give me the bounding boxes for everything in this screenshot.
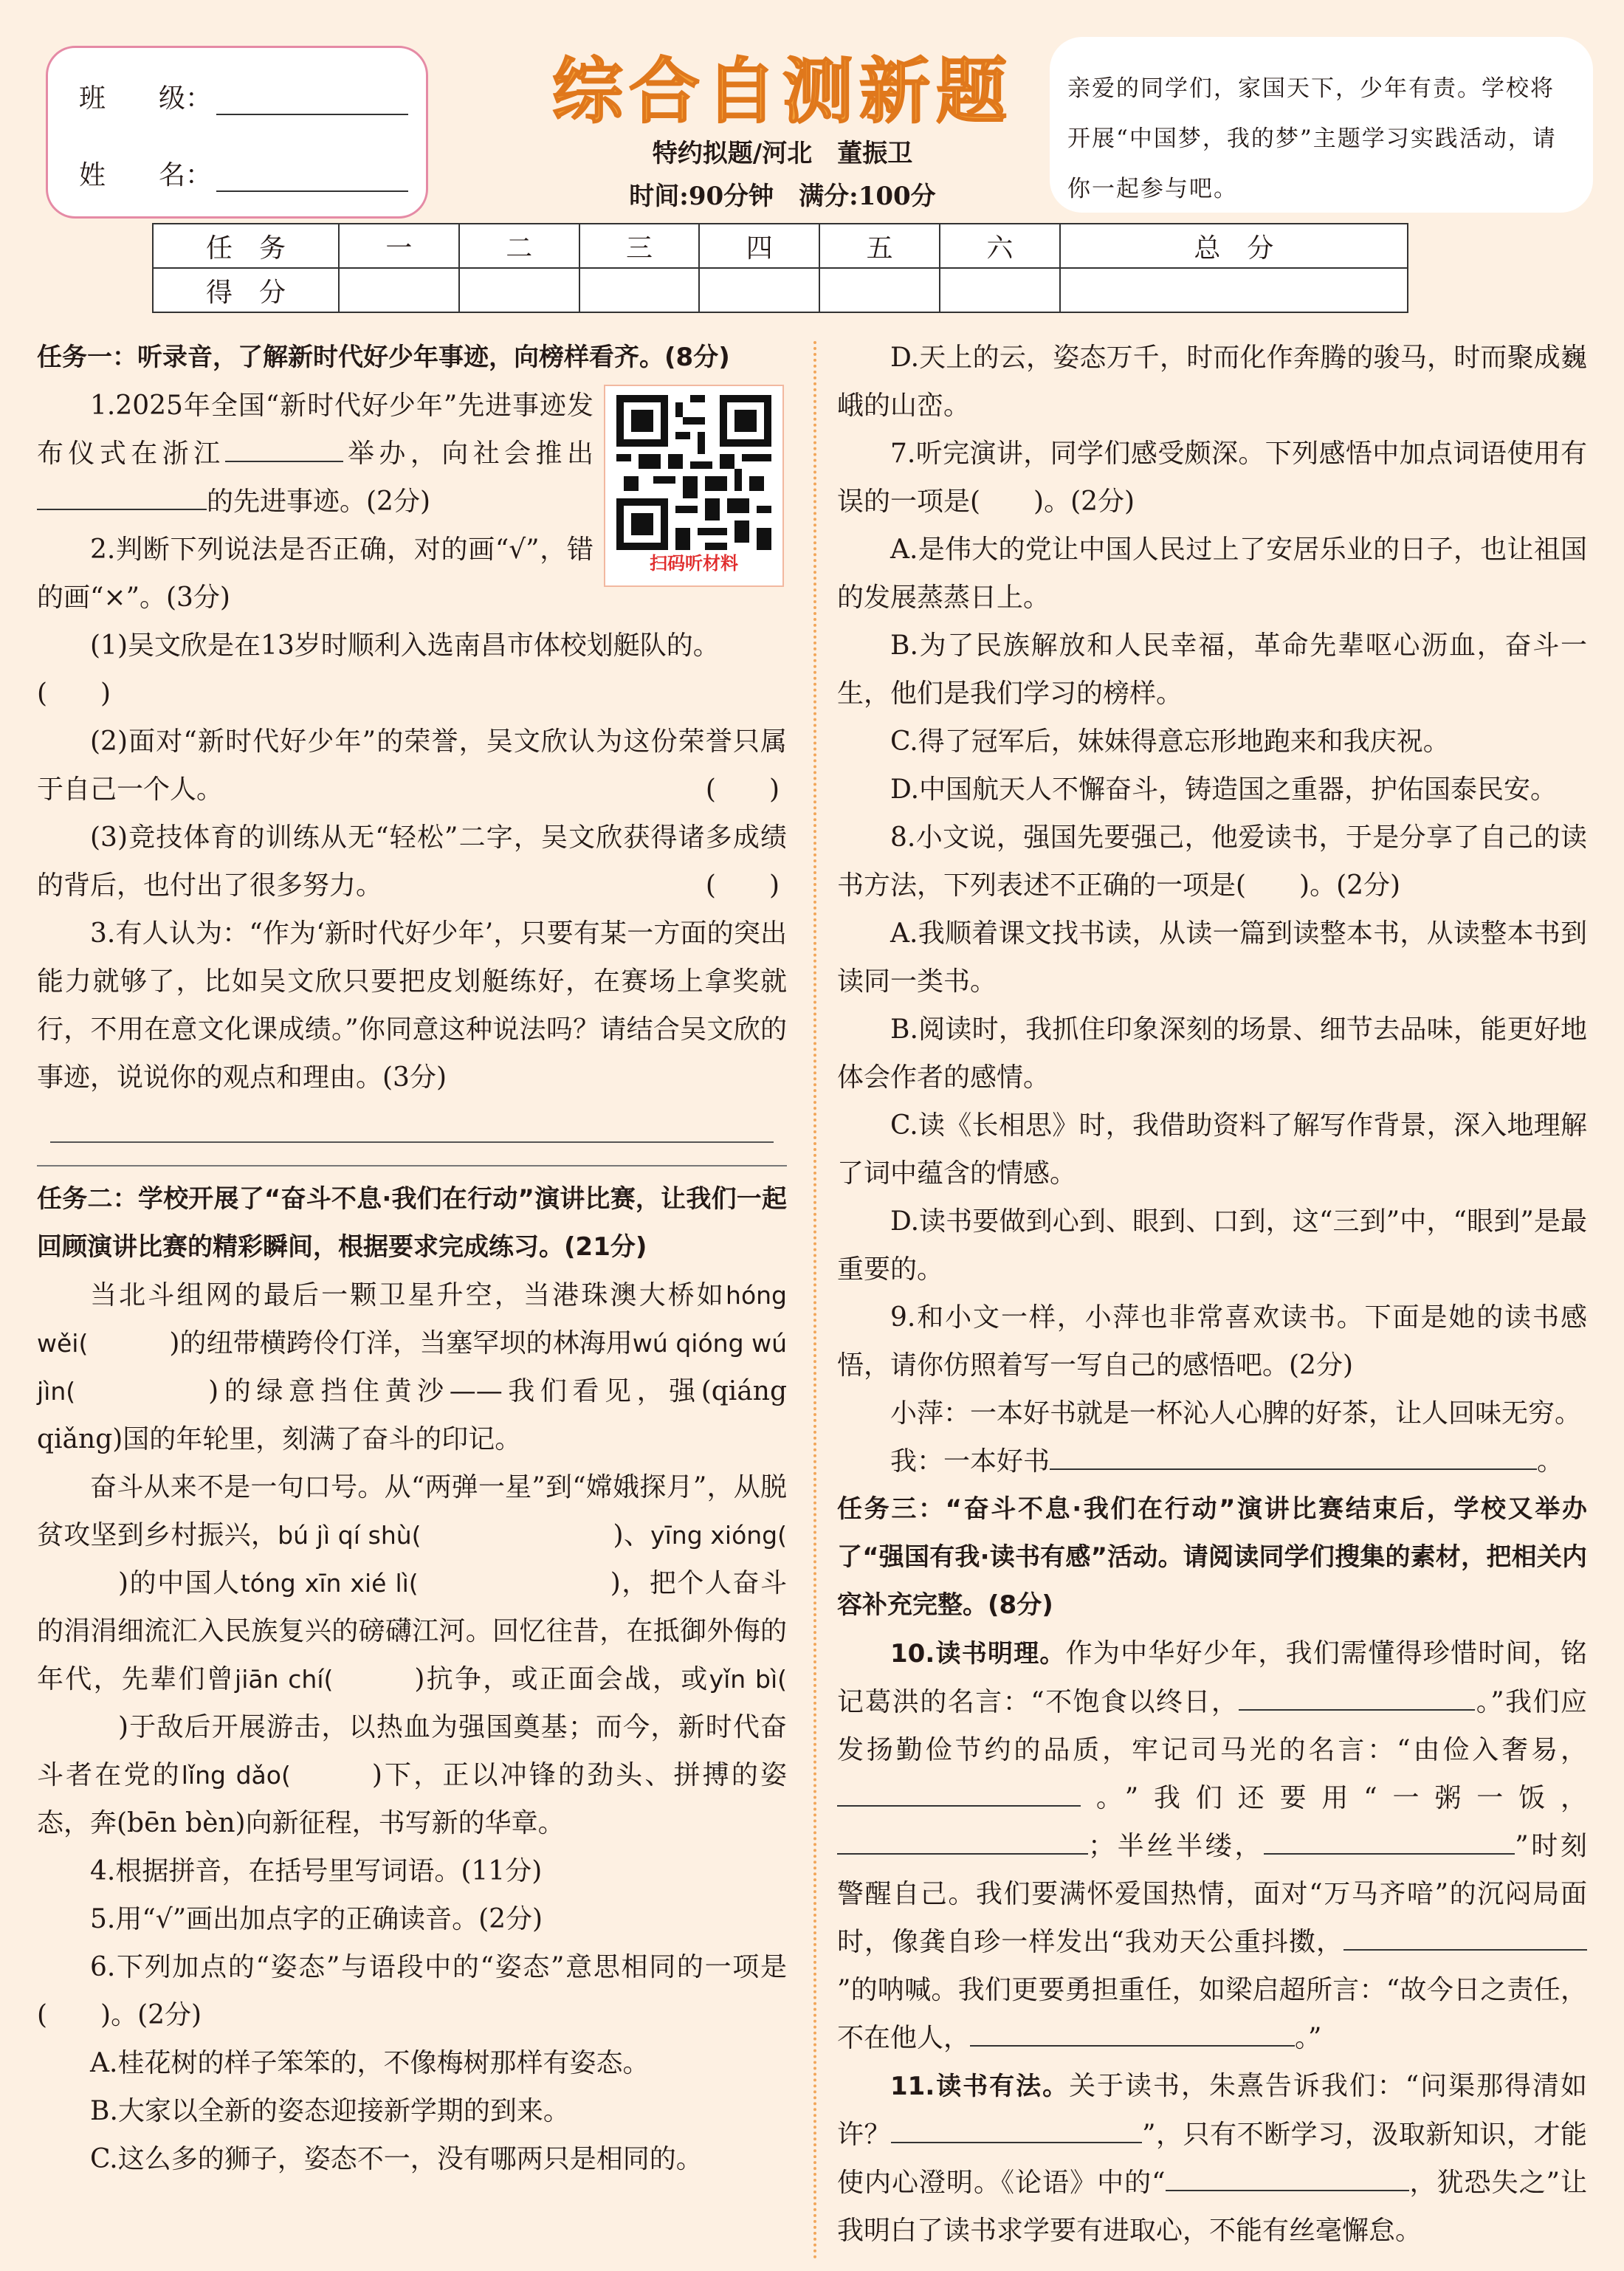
passage-paragraph-2	[37, 1463, 787, 1847]
q9-answer-blank[interactable]	[1050, 1442, 1537, 1470]
q3: 3.有人认为：“作为‘新时代好少年’，只要有某一方面的突出能力就够了，比如吴文欣只要把皮划艇练好，在赛场上拿奖就行，不用在意文化课成绩。”你同意这种说法吗？请结合吴文欣的事迹，说说你的观点和理由。(3分)	[37, 918, 787, 1093]
passage-text: )于敌后开展游击，以热血为强国奠基；而今，新时代奋斗者在党的	[37, 1712, 787, 1790]
column-divider	[813, 341, 816, 2261]
score-cell[interactable]	[699, 268, 819, 312]
score-header-cell: 四	[699, 224, 819, 268]
q11-blank-1[interactable]	[891, 2115, 1142, 2143]
passage-text: )的纽带横跨伶仃洋，当塞罕坝的林海用	[169, 1328, 633, 1358]
q1-text-b: 举办，向社会推出	[343, 439, 593, 469]
task3-heading: 任务三：“奋斗不息·我们在行动”演讲比赛结束后，学校又举办了“强国有我·读书有感”活动。请阅读同学们搜集的素材，把相关内容补充完整。(8分)	[837, 1494, 1587, 1620]
q10	[837, 1629, 1587, 2062]
q10-text: 。”我们还要用“一粥一饭，	[1081, 1783, 1587, 1813]
intro-text: 亲爱的同学们，家国天下，少年有责。学校将开展“中国梦，我的梦”主题学习实践活动，请你一起参与吧。	[1067, 75, 1557, 202]
q2-item-3-text: (3)竞技体育的训练从无“轻松”二字，吴文欣获得诸多成绩的背后，也付出了很多努力。	[37, 822, 787, 901]
q5: 5.用“√”画出加点字的正确读音。(2分)	[90, 1904, 543, 1934]
q2-answer-2[interactable]: ( )	[705, 774, 780, 805]
task2-heading: 任务二：学校开展了“奋斗不息·我们在行动”演讲比赛，让我们一起回顾演讲比赛的精彩瞬间，根据要求完成练习。(21分)	[37, 1184, 787, 1262]
score-cell[interactable]	[819, 268, 940, 312]
q7-option-d[interactable]: D.中国航天人不懈奋斗，铸造国之重器，护佑国泰民安。	[890, 774, 1558, 805]
q10-heading: 10.读书明理。	[890, 1639, 1066, 1669]
q10-blank-3[interactable]	[837, 1827, 1088, 1855]
q7-option-c[interactable]: C.得了冠军后，妹妹得意忘形地跑来和我庆祝。	[890, 726, 1450, 757]
q2-item-3	[37, 814, 787, 910]
pinyin-yingxiong: yīng xióng(	[650, 1521, 787, 1550]
q10-blank-1[interactable]	[1239, 1683, 1475, 1711]
q10-text: 作为中华好少年，我们需懂得珍惜时间，铭记葛洪的名言：“不饱食以终日，	[837, 1638, 1587, 1717]
q2-item-2	[37, 718, 787, 814]
pinyin-wuqiongwujin: wú qióng wú jìn(	[37, 1329, 787, 1406]
q9: 9.和小文一样，小萍也非常喜欢读书。下面是她的读书感悟，请你仿照着写一写自己的感悟吧。(2分)	[837, 1302, 1587, 1381]
q10-blank-6[interactable]	[970, 2019, 1295, 2047]
name-field[interactable]	[216, 161, 408, 192]
score-header-cell: 一	[339, 224, 459, 268]
q6-option-a[interactable]: A.桂花树的样子笨笨的，不像梅树那样有姿态。	[90, 2048, 650, 2078]
q11-heading: 11.读书有法。	[890, 2072, 1070, 2101]
score-header-cell: 二	[459, 224, 579, 268]
time-score-line: 时间:90分钟 满分:100分	[629, 182, 936, 211]
q3-answer-line-1[interactable]	[50, 1124, 774, 1143]
score-table	[152, 223, 1408, 313]
score-header-cell: 总 分	[1060, 224, 1408, 268]
q8: 8.小文说，强国先要强己，他爱读书，于是分享了自己的读书方法，下列表述不正确的一项是( )。(2分)	[837, 822, 1587, 901]
q6: 6.下列加点的“姿态”与语段中的“姿态”意思相同的一项是( )。(2分)	[37, 1952, 787, 2030]
pinyin-tongxinxieli: tóng xīn xié lì(	[240, 1569, 419, 1598]
passage-text: )的绿意挡住黄沙——我们看见，强(qiáng qiǎng)国的年轮里，刻满了奋斗的印记。	[37, 1376, 787, 1454]
q6-option-b[interactable]: B.大家以全新的姿态迎接新学期的到来。	[90, 2096, 570, 2126]
q10-blank-5[interactable]	[1343, 1923, 1587, 1951]
passage-text: )下，正以冲锋的劲头、拼搏的姿态，奔(bēn bèn)向新征程，书写新的华章。	[37, 1760, 787, 1838]
qr-code-icon	[616, 395, 771, 550]
pinyin-lingdao: lǐng dǎo(	[181, 1761, 291, 1790]
score-cell[interactable]	[940, 268, 1060, 312]
q2-answer-3[interactable]: ( )	[705, 870, 780, 901]
q11-text: ，犹恐失之”让我明白了读书求学要有进取心，不能有丝毫懈怠。	[837, 2168, 1588, 2246]
q1-text-a: 1.2025年全国“新时代好少年”先进事迹发布仪式在浙江	[37, 391, 593, 469]
name-class-box	[46, 46, 428, 219]
pinyin-yinbi: yǐn bì(	[709, 1665, 787, 1694]
name-label: 姓 名：	[79, 160, 213, 190]
q1-text-c: 的先进事迹。(2分)	[207, 487, 430, 517]
right-column	[837, 334, 1587, 2255]
passage-text: 奋斗从来不是一句口号。从“两弹一星”到“嫦娥探月”，从脱贫攻坚到乡村振兴，	[37, 1472, 787, 1550]
q2-answer-1[interactable]: ( )	[37, 678, 111, 709]
passage-text: )抗争，或正面会战，或	[414, 1664, 709, 1694]
q11	[837, 2062, 1587, 2255]
score-header-cell: 任 务	[153, 224, 339, 268]
score-header-cell: 三	[579, 224, 700, 268]
score-cell[interactable]	[579, 268, 700, 312]
class-label: 班 级：	[79, 83, 213, 114]
q9-example: 小萍：一本好书就是一杯沁人心脾的好茶，让人回味无穷。	[890, 1398, 1582, 1429]
q6-option-d[interactable]: D.天上的云，姿态万千，时而化作奔腾的骏马，时而聚成巍峨的山峦。	[837, 343, 1587, 421]
q11-text: 关于读书，朱熹告诉我们：“问渠那得清如许？	[837, 2071, 1588, 2150]
q1-blank-1[interactable]	[225, 434, 343, 462]
passage-text: )、	[613, 1520, 651, 1550]
score-header-cell: 五	[819, 224, 940, 268]
score-cell[interactable]	[459, 268, 579, 312]
class-field[interactable]	[216, 84, 408, 115]
q10-blank-2[interactable]	[837, 1779, 1081, 1807]
q10-text: ”的呐喊。我们更要勇担重任，如梁启超所言：“故今日之责任，不在他人，	[837, 1975, 1587, 2053]
q7: 7.听完演讲，同学们感受颇深。下列感悟中加点词语使用有误的一项是( )。(2分)	[837, 439, 1587, 517]
q9-mine: 我：一本好书 。	[837, 1437, 1587, 1485]
q4: 4.根据拼音，在括号里写词语。(11分)	[90, 1856, 543, 1886]
q11-blank-2[interactable]	[1166, 2163, 1409, 2191]
left-column	[37, 334, 787, 2183]
score-header-cell: 六	[940, 224, 1060, 268]
passage-text: )，把个人奋斗的涓涓细流汇入民族复兴的磅礴江河。回忆往昔，在抵御外侮的年代，先辈们曾	[37, 1568, 787, 1694]
page-title: 综合自测新题	[552, 50, 1013, 133]
passage-paragraph-1	[37, 1271, 787, 1463]
author-line: 特约拟题/河北 董振卫	[652, 139, 913, 168]
score-row-label: 得 分	[153, 268, 339, 312]
q6-option-c[interactable]: C.这么多的狮子，姿态不一，没有哪两只是相同的。	[90, 2144, 703, 2174]
q10-text: ”时刻警醒自己。我们要满怀爱国热情，面对“万马齐喑”的沉闷局面时，像龚自珍一样发出“我劝天公重抖擞，	[837, 1831, 1587, 1957]
pinyin-hongwei: hóng wěi(	[37, 1281, 787, 1358]
q8-option-c[interactable]: C.读《长相思》时，我借助资料了解写作背景，深入地理解了词中蕴含的情感。	[837, 1110, 1587, 1189]
q1-blank-2[interactable]	[37, 482, 207, 510]
score-table-score-row	[153, 268, 1408, 312]
q10-blank-4[interactable]	[1264, 1827, 1515, 1855]
q10-text: 。”	[1295, 2023, 1322, 2053]
qr-caption: 扫码听材料	[650, 553, 738, 574]
q10-text: ；半丝半缕，	[1088, 1831, 1265, 1861]
task1-heading: 任务一：听录音，了解新时代好少年事迹，向榜样看齐。(8分)	[37, 343, 730, 372]
q7-option-b[interactable]: B.为了民族解放和人民幸福，革命先辈呕心沥血，奋斗一生，他们是我们学习的榜样。	[837, 631, 1587, 709]
score-cell[interactable]	[1060, 268, 1408, 312]
score-table-header-row	[153, 224, 1408, 268]
section-separator	[37, 1165, 787, 1167]
q2-item-2-text: (2)面对“新时代好少年”的荣誉，吴文欣认为这份荣誉只属于自己一个人。	[37, 726, 787, 805]
pinyin-bujiqishu: bú jì qí shù(	[278, 1521, 422, 1550]
q10-text: 。”我们应发扬勤俭节约的品质，牢记司马光的名言：“由俭入奢易，	[837, 1687, 1587, 1765]
pinyin-jianchi: jiān chí(	[235, 1665, 334, 1694]
q11-text: ”，只有不断学习，汲取新知识，才能使内心澄明。《论语》中的“	[837, 2120, 1587, 2198]
q9-mine-text: 我：一本好书	[890, 1446, 1050, 1477]
name-row	[79, 154, 408, 192]
score-cell[interactable]	[339, 268, 459, 312]
q8-option-a[interactable]: A.我顺着课文找书读，从读一篇到读整本书，从读整本书到读同一类书。	[837, 918, 1587, 997]
class-row	[79, 78, 408, 115]
q2-item-1: (1)吴文欣是在13岁时顺利入选南昌市体校划艇队的。	[90, 631, 720, 661]
q8-option-d[interactable]: D.读书要做到心到、眼到、口到，这“三到”中，“眼到”是最重要的。	[837, 1206, 1587, 1285]
intro-box	[1050, 37, 1593, 213]
passage-text: 当北斗组网的最后一颗卫星升空，当港珠澳大桥如	[90, 1280, 726, 1310]
q2: 2.判断下列说法是否正确，对的画“√”，错的画“×”。(3分)	[37, 535, 593, 613]
passage-text: )的中国人	[118, 1568, 241, 1598]
q8-option-b[interactable]: B.阅读时，我抓住印象深刻的场景、细节去品味，能更好地体会作者的感情。	[837, 1014, 1587, 1093]
q7-option-a[interactable]: A.是伟大的党让中国人民过上了安居乐业的日子，也让祖国的发展蒸蒸日上。	[837, 535, 1587, 613]
qr-code-box[interactable]	[604, 385, 784, 587]
